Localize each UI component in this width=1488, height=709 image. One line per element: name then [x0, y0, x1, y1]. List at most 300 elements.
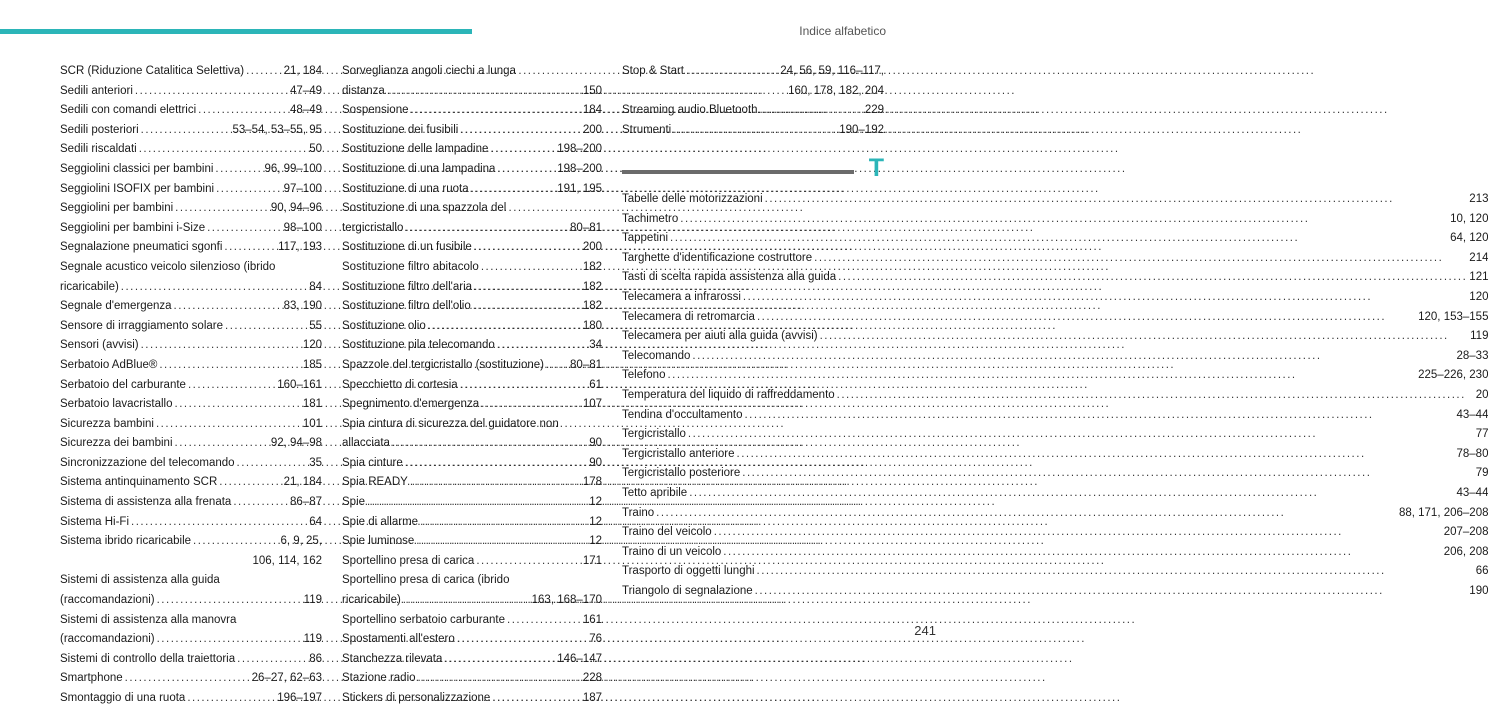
dot-leader: [387, 82, 581, 102]
index-entry: [60, 513, 322, 533]
index-entry-line: [622, 62, 884, 82]
index-entry: [342, 571, 602, 610]
index-entry-pages: 76: [589, 630, 602, 650]
index-entry: [342, 611, 602, 631]
index-entry: [342, 376, 602, 396]
index-entry-line: [60, 650, 322, 670]
index-entry: [60, 395, 322, 415]
dot-leader: [765, 190, 1468, 210]
index-entry-pages: 55: [309, 317, 322, 337]
index-entry-pages: 48–49: [290, 101, 322, 121]
dot-leader: [198, 101, 288, 121]
dot-leader: [474, 238, 581, 258]
index-entry-term: Smartphone: [60, 669, 123, 689]
index-entry-pages-continued: 160, 178, 182, 204: [622, 82, 884, 102]
index-column-2: [342, 62, 602, 709]
index-entry-pages: 90: [589, 434, 602, 454]
dot-leader: [714, 523, 1442, 543]
index-entry-pages: 61: [589, 376, 602, 396]
dot-leader: [125, 669, 250, 689]
dot-leader: [237, 454, 308, 474]
index-entry: [622, 101, 884, 121]
index-entry-line: [622, 386, 1488, 406]
dot-leader: [411, 101, 581, 121]
index-entry-pages: 6, 9, 25,: [280, 532, 322, 552]
index-entry-pages: 184: [583, 101, 602, 121]
index-entry-term: Tachimetro: [622, 210, 678, 230]
dot-leader: [546, 356, 568, 376]
index-entry: [342, 473, 602, 493]
index-entry: [342, 62, 602, 101]
index-entry-line: [622, 445, 1488, 465]
index-entry-term: Sincronizzazione del telecomando: [60, 454, 235, 474]
index-entry-pages: 146–147: [557, 650, 602, 670]
index-entry-term: Tendina d'occultamento: [622, 406, 742, 426]
index-entry: [60, 356, 322, 376]
index-entry-term: Traino del veicolo: [622, 523, 712, 543]
index-entry-line: [342, 493, 602, 513]
index-entry-pages: 180: [583, 317, 602, 337]
index-entry: [60, 493, 322, 513]
index-entry-term: Sistema ibrido ricaricabile: [60, 532, 191, 552]
index-entry: [60, 258, 322, 297]
index-entry-line: [622, 406, 1488, 426]
dot-leader: [174, 297, 282, 317]
dot-leader: [667, 366, 1416, 386]
index-entry: [622, 190, 1488, 210]
dot-leader: [175, 199, 269, 219]
index-entry-term: Sedili anteriori: [60, 82, 133, 102]
index-entry-line: [342, 611, 602, 631]
index-entry-line: [60, 160, 322, 180]
index-entry-term: Tabelle delle motorizzazioni: [622, 190, 763, 210]
index-entry-line: [342, 219, 602, 239]
index-entry-term: Tetto apribile: [622, 484, 687, 504]
index-entry-term: Seggiolini per bambini i-Size: [60, 219, 205, 239]
index-entry-pages: 119: [1470, 327, 1488, 347]
index-entry-line: [342, 669, 602, 689]
index-entry: [60, 454, 322, 474]
index-entry-pages: 190–192: [839, 121, 884, 141]
dot-leader: [215, 160, 262, 180]
dot-leader: [141, 336, 301, 356]
index-entry-term: Stop & Start: [622, 62, 684, 82]
index-entry-pages: 84: [309, 278, 322, 298]
index-entry-term: Sportellino presa di carica: [342, 552, 474, 572]
index-entry-term: Sostituzione di una ruota: [342, 180, 469, 200]
index-entry-line: [342, 238, 602, 258]
index-entry-term: Spostamenti all'estero: [342, 630, 455, 650]
index-entry-line: [622, 190, 1488, 210]
index-entry-line: [342, 532, 602, 552]
index-entry-term: Sensore di irraggiamento solare: [60, 317, 223, 337]
index-entry-line: [622, 484, 1488, 504]
index-entry-line: [342, 317, 602, 337]
index-entry-line: [60, 101, 322, 121]
dot-leader: [224, 238, 276, 258]
index-entry-pages: 35: [309, 454, 322, 474]
index-entry-term: Telefono: [622, 366, 665, 386]
index-entry-line: [342, 297, 602, 317]
index-entry-line: [342, 336, 602, 356]
index-entry-term: Sostituzione olio: [342, 317, 426, 337]
index-entry: [342, 140, 602, 160]
index-entry-pages: 191, 195: [557, 180, 602, 200]
index-entry-term: Tergicristallo anteriore: [622, 445, 735, 465]
index-entry: [622, 249, 1488, 269]
index-entry-line: [622, 562, 1488, 582]
index-entry-line: [622, 523, 1488, 543]
index-entry-line: [60, 473, 322, 493]
index-entry-pages: 198–200: [557, 160, 602, 180]
index-entry-term: Sorveglianza angoli ciechi a lunga: [342, 62, 602, 82]
index-entry: [622, 121, 884, 141]
index-entry: [342, 669, 602, 689]
index-entry-pages: 206, 208: [1444, 543, 1488, 563]
index-entry-line: [60, 199, 322, 219]
index-entry-line: [622, 543, 1488, 563]
index-entry-pages: 228: [583, 669, 602, 689]
index-entry: [622, 484, 1488, 504]
index-entry-term: ricaricabile): [60, 278, 119, 298]
index-entry-pages: 26–27, 62–63: [252, 669, 322, 689]
index-entry-pages: 88, 171, 206–208: [1399, 504, 1488, 524]
dot-leader: [121, 278, 307, 298]
index-entry-line: [342, 180, 602, 200]
index-column-3a: [622, 62, 884, 140]
index-entry-line: [342, 454, 602, 474]
index-entry-line: [60, 454, 322, 474]
index-entry-term: Sostituzione delle lampadine: [342, 140, 488, 160]
dot-leader: [688, 425, 1474, 445]
index-entry-line: [342, 140, 602, 160]
index-entry-term: ricaricabile): [342, 591, 401, 611]
index-entry-pages: 182: [583, 258, 602, 278]
dot-leader: [207, 219, 282, 239]
index-entry-term: tergicristallo: [342, 219, 403, 239]
index-entry-pages: 225–226, 230: [1418, 366, 1488, 386]
dot-leader: [237, 650, 307, 670]
dot-leader: [814, 249, 1467, 269]
index-entry-pages: 86: [309, 650, 322, 670]
index-entry: [622, 543, 1488, 563]
index-entry-pages: 92, 94–98: [271, 434, 322, 454]
index-entry: [60, 180, 322, 200]
index-entry-pages: 161: [583, 611, 602, 631]
index-entry: [60, 140, 322, 160]
index-entry-line: [342, 376, 602, 396]
index-entry-term: Sostituzione filtro abitacolo: [342, 258, 479, 278]
index-entry-line: [60, 317, 322, 337]
index-entry-pages: 20: [1476, 386, 1488, 406]
index-entry: [342, 278, 602, 298]
dot-leader: [131, 513, 307, 533]
index-entry: [622, 268, 1488, 288]
index-entry-line: [60, 219, 322, 239]
index-entry-term: Temperatura del liquido di raffreddamento: [622, 386, 835, 406]
index-entry-pages: 43–44: [1457, 406, 1488, 426]
index-entry-pages: 83, 190: [284, 297, 322, 317]
dot-leader: [410, 473, 581, 493]
index-entry-term: Streaming audio Bluetooth: [622, 101, 758, 121]
index-entry-pages: 200: [583, 121, 602, 141]
index-entry-pages: 43–44: [1457, 484, 1488, 504]
index-entry-term: Sostituzione di una lampadina: [342, 160, 495, 180]
index-entry-term: Tappetini: [622, 229, 668, 249]
index-entry: [342, 199, 602, 238]
index-entry: [342, 552, 602, 572]
index-entry: [60, 62, 322, 82]
index-entry-line: [60, 121, 322, 141]
index-entry-line: [622, 308, 1488, 328]
index-entry-term: Sostituzione dei fusibili: [342, 121, 458, 141]
index-entry-pages: 80–81: [570, 356, 602, 376]
index-entry-pages: 98–100: [284, 219, 322, 239]
index-entry-pages: 12: [589, 493, 602, 513]
index-entry-line: [342, 473, 602, 493]
section-letter: T: [869, 154, 884, 183]
dot-leader: [188, 376, 275, 396]
index-entry: [342, 689, 602, 709]
index-entry-line: [342, 160, 602, 180]
dot-leader: [680, 210, 1448, 230]
index-entry-pages: 213: [1469, 190, 1488, 210]
index-entry-pages: 119: [304, 591, 322, 611]
dot-leader: [403, 591, 530, 611]
index-entry-term: Segnale acustico veicolo silenzioso (ibrido: [60, 258, 322, 278]
dot-leader: [692, 347, 1454, 367]
index-entry-pages: 229: [865, 101, 884, 121]
dot-leader: [175, 434, 269, 454]
index-entry-term: Telecamera per aiuti alla guida (avvisi): [622, 327, 818, 347]
page-number: 241: [914, 623, 936, 638]
index-entry-term: Serbatoio lavacristallo: [60, 395, 173, 415]
index-entry: [60, 473, 322, 493]
index-entry: [60, 160, 322, 180]
index-entry-pages: 107: [583, 395, 602, 415]
index-entry-term: Sospensione: [342, 101, 409, 121]
index-entry-term: Sensori (avvisi): [60, 336, 139, 356]
index-entry: [622, 523, 1488, 543]
index-entry-term: Seggiolini ISOFIX per bambini: [60, 180, 214, 200]
index-entry-pages: 77: [1476, 425, 1488, 445]
index-entry-term: Sostituzione filtro dell'olio: [342, 297, 471, 317]
dot-leader: [476, 552, 580, 572]
index-entry-term: Telecamera a infrarossi: [622, 288, 741, 308]
index-entry: [342, 454, 602, 474]
index-entry-term: Telecamera di retromarcia: [622, 308, 755, 328]
index-entry: [60, 532, 322, 571]
dot-leader: [755, 582, 1468, 602]
dot-leader: [405, 454, 587, 474]
index-entry-line: [622, 210, 1488, 230]
dot-leader: [689, 484, 1454, 504]
index-entry-line: [622, 288, 1488, 308]
index-entry-term: Smontaggio di una ruota: [60, 689, 185, 709]
index-entry: [60, 669, 322, 689]
index-entry-pages: 182: [583, 278, 602, 298]
index-entry-line: [622, 121, 884, 141]
index-entry: [342, 160, 602, 180]
index-entry-pages: 50: [309, 140, 322, 160]
index-entry: [622, 366, 1488, 386]
index-entry-term: Sistemi di assistenza alla manovra: [60, 611, 322, 631]
index-entry-term: Sportellino serbatoio carburante: [342, 611, 505, 631]
index-entry-term: Stazione radio: [342, 669, 416, 689]
dot-leader: [673, 121, 837, 141]
index-entry: [60, 650, 322, 670]
index-entry: [622, 308, 1488, 328]
index-entry: [342, 630, 602, 650]
index-entry-line: [622, 504, 1488, 524]
dot-leader: [157, 591, 302, 611]
dot-leader: [141, 121, 231, 141]
index-entry: [60, 219, 322, 239]
index-entry-term: SCR (Riduzione Catalitica Selettiva): [60, 62, 244, 82]
index-entry-term: Sistema Hi-Fi: [60, 513, 129, 533]
dot-leader: [392, 434, 587, 454]
page-header-title: Indice alfabetico: [799, 24, 886, 38]
dot-leader: [159, 356, 300, 376]
index-entry-term: Sistema di assistenza alla frenata: [60, 493, 231, 513]
index-entry-line: [60, 336, 322, 356]
index-entry-term: Spie: [342, 493, 365, 513]
index-entry-pages: 120, 153–155: [1418, 308, 1488, 328]
dot-leader: [187, 689, 275, 709]
index-entry-pages: 160–161: [277, 376, 322, 396]
index-entry: [622, 504, 1488, 524]
index-entry-line: [342, 395, 602, 415]
index-entry-line: [622, 249, 1488, 269]
index-entry: [622, 327, 1488, 347]
index-entry-line: [60, 532, 322, 552]
dot-leader: [420, 513, 587, 533]
dot-leader: [473, 297, 581, 317]
index-entry: [342, 336, 602, 356]
index-entry-term: Sistemi di controllo della traiettoria: [60, 650, 235, 670]
index-entry: [622, 582, 1488, 602]
index-entry-term: Seggiolini classici per bambini: [60, 160, 213, 180]
index-entry-pages: 53–54, 53–55, 95: [232, 121, 322, 141]
index-entry-pages: 12: [589, 513, 602, 533]
index-entry-pages: 121: [1469, 268, 1488, 288]
index-entry-pages: 101: [303, 415, 322, 435]
index-entry-pages: 90: [589, 454, 602, 474]
index-entry-line: [622, 347, 1488, 367]
index-entry: [342, 493, 602, 513]
index-entry-term: Sostituzione pila telecomando: [342, 336, 495, 356]
dot-leader: [757, 562, 1474, 582]
index-entry: [60, 101, 322, 121]
index-entry-line: [60, 180, 322, 200]
index-entry-line: [60, 238, 322, 258]
index-entry-pages: 28–33: [1457, 347, 1488, 367]
dot-leader: [460, 121, 580, 141]
index-entry-line: [342, 278, 602, 298]
dot-leader: [686, 62, 778, 82]
index-entry-pages: 78–80: [1457, 445, 1488, 465]
index-entry-term: Sedili riscaldati: [60, 140, 137, 160]
index-entry-term: Sostituzione filtro dell'aria: [342, 278, 472, 298]
index-entry-line: [60, 415, 322, 435]
index-entry-line: [342, 689, 602, 709]
index-entry: [60, 317, 322, 337]
index-entry-line: [342, 552, 602, 572]
dot-leader: [428, 317, 581, 337]
index-entry-pages: 120: [1469, 288, 1488, 308]
index-entry-term: allacciata: [342, 434, 390, 454]
index-entry-term: Sicurezza bambini: [60, 415, 154, 435]
index-entry: [622, 62, 884, 101]
index-entry: [342, 121, 602, 141]
dot-leader: [481, 395, 581, 415]
index-entry: [622, 229, 1488, 249]
index-entry-pages: 117, 193: [278, 238, 322, 258]
index-column-3b: [622, 190, 1488, 601]
index-entry-pages: 178: [583, 473, 602, 493]
dot-leader: [757, 308, 1416, 328]
index-entry-pages: 190: [1469, 582, 1488, 602]
dot-leader: [219, 473, 281, 493]
index-entry-term: Seggiolini per bambini: [60, 199, 173, 219]
index-entry-line: [342, 258, 602, 278]
dot-leader: [135, 82, 288, 102]
index-entry-pages: 182: [583, 297, 602, 317]
dot-leader: [405, 219, 568, 239]
index-entry: [342, 513, 602, 533]
index-entry-line: [622, 425, 1488, 445]
index-entry-term: Sistema antinquinamento SCR: [60, 473, 217, 493]
dot-leader: [837, 386, 1474, 406]
index-entry-term: Spegnimento d'emergenza: [342, 395, 479, 415]
index-entry-pages: 66: [1476, 562, 1488, 582]
index-entry-pages: 86–87: [290, 493, 322, 513]
index-entry: [622, 210, 1488, 230]
index-entry-line: [60, 278, 322, 298]
dot-leader: [157, 630, 302, 650]
index-entry-line: [60, 434, 322, 454]
index-entry-pages: 119: [304, 630, 322, 650]
index-entry-term: Sostituzione di una spazzola del: [342, 199, 602, 219]
index-entry-pages: 200: [583, 238, 602, 258]
dot-leader: [656, 504, 1397, 524]
index-entry: [342, 180, 602, 200]
index-entry-term: Spie di allarme: [342, 513, 418, 533]
index-entry-term: Traino di un veicolo: [622, 543, 721, 563]
index-entry-line: [622, 464, 1488, 484]
index-entry-term: Specchietto di cortesia: [342, 376, 458, 396]
index-entry-pages-continued: 106, 114, 162: [60, 552, 322, 572]
index-entry-term: Spazzole del tergicristallo (sostituzione): [342, 356, 544, 376]
index-entry: [342, 238, 602, 258]
index-entry: [342, 101, 602, 121]
section-divider: [622, 170, 854, 174]
index-entry-term: Triangolo di segnalazione: [622, 582, 753, 602]
index-entry-term: (raccomandazioni): [60, 630, 155, 650]
index-entry-term: distanza: [342, 82, 385, 102]
index-entry-term: Sostituzione di un fusibile: [342, 238, 472, 258]
dot-leader: [744, 406, 1454, 426]
index-entry-term: Tergicristallo: [622, 425, 686, 445]
index-entry-line: [60, 395, 322, 415]
dot-leader: [471, 180, 556, 200]
index-entry-term: Segnale d'emergenza: [60, 297, 172, 317]
index-entry-line: [60, 591, 322, 611]
index-entry: [342, 258, 602, 278]
index-column-1: [60, 62, 322, 709]
index-entry-pages: 198–200: [557, 140, 602, 160]
index-entry-term: Stanchezza rilevata: [342, 650, 442, 670]
